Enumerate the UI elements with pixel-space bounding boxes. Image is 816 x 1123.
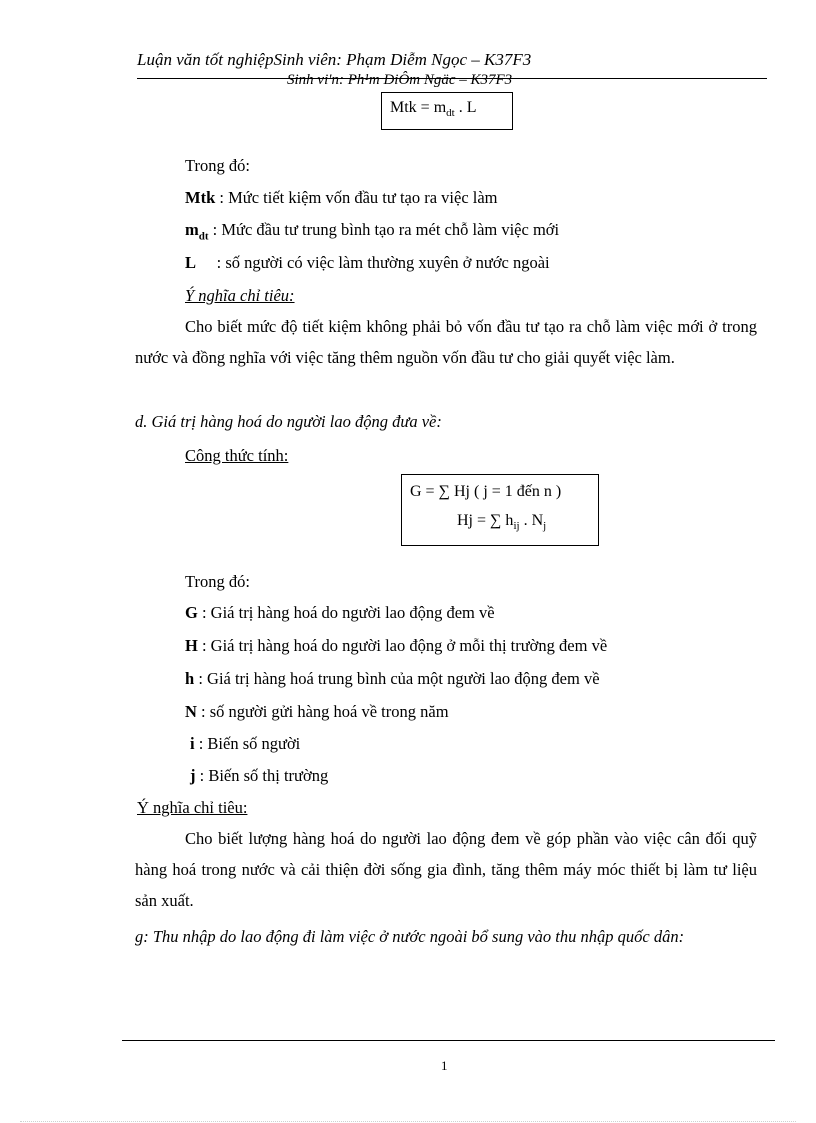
footer-rule (122, 1040, 775, 1041)
page-edge-dotted-line (20, 1121, 796, 1122)
definition-h-lower: h : Giá trị hàng hoá trung bình của một người lao động đem về (185, 669, 600, 688)
section-d-heading: d. Giá trị hàng hoá do người lao động đưa về: (135, 412, 442, 431)
formula-box-g (401, 474, 599, 546)
definition-n: N : số người gửi hàng hoá về trong năm (185, 702, 449, 721)
paragraph-hang-hoa: Cho biết lượng hàng hoá do người lao động đem về góp phần vào việc cân đối quỹ hàng hoá trong nước và cải thiện đời sống gia đình, tăng thêm máy móc thiết bị làm tư liệu sản xuất. (135, 829, 757, 910)
definition-i: i : Biến số người (190, 734, 301, 753)
page-number: 1 (441, 1058, 448, 1073)
header-line-1: Luận văn tốt nghiệpSinh viên: Phạm Diễm Ngọc – K37F3 (137, 50, 532, 69)
definition-j: j : Biến số thị trường (190, 766, 329, 785)
formula-mtk-lhs: Mtk = m (390, 99, 447, 116)
formula-mtk-sub: dt (446, 107, 455, 120)
definition-mdt: $m_{dt}$ : Mức đầu tư trung bình tạo ra mét chỗ làm việc mới (185, 220, 560, 243)
cong-thuc-heading: Công thức tính: (185, 446, 289, 465)
paragraph-tiet-kiem: Cho biết mức độ tiết kiệm không phải bỏ vốn đầu tư tạo ra chỗ làm việc mới ở trong nước và đồng nghĩa với việc tăng thêm nguồn vốn đầu tư cho giải quyết việc làm. (135, 317, 757, 367)
section-g-heading: g: Thu nhập do lao động đi làm việc ở nước ngoài bổ sung vào thu nhập quốc dân: (135, 927, 685, 946)
y-nghia-heading-2: Ý nghĩa chỉ tiêu: (137, 798, 248, 817)
formula-g-line-2: Hj = ∑ $h_{ij}$ . $N_j$ (457, 512, 547, 533)
definition-h-upper: H : Giá trị hàng hoá do người lao động ở mỗi thị trường đem về (185, 636, 608, 655)
formula-g-line-1: G = ∑ Hj ( j = 1 đến n ) (410, 483, 562, 500)
y-nghia-heading-1: Ý nghĩa chỉ tiêu: (185, 286, 295, 305)
trong-do-1: Trong đó: (185, 156, 250, 175)
formula-box-mtk (381, 92, 513, 130)
definition-mtk: Mtk : Mức tiết kiệm vốn đầu tư tạo ra việc làm (185, 188, 498, 207)
definition-l: L : số người có việc làm thường xuyên ở nước ngoài (185, 253, 550, 272)
formula-mtk-rhs: . L (454, 99, 477, 116)
trong-do-2: Trong đó: (185, 572, 250, 591)
definition-g: G : Giá trị hàng hoá do người lao động đem về (185, 603, 495, 622)
header-line-2: Sinh vi'n: Ph¹m DiÔm Ngäc – K37F3 (287, 72, 513, 88)
